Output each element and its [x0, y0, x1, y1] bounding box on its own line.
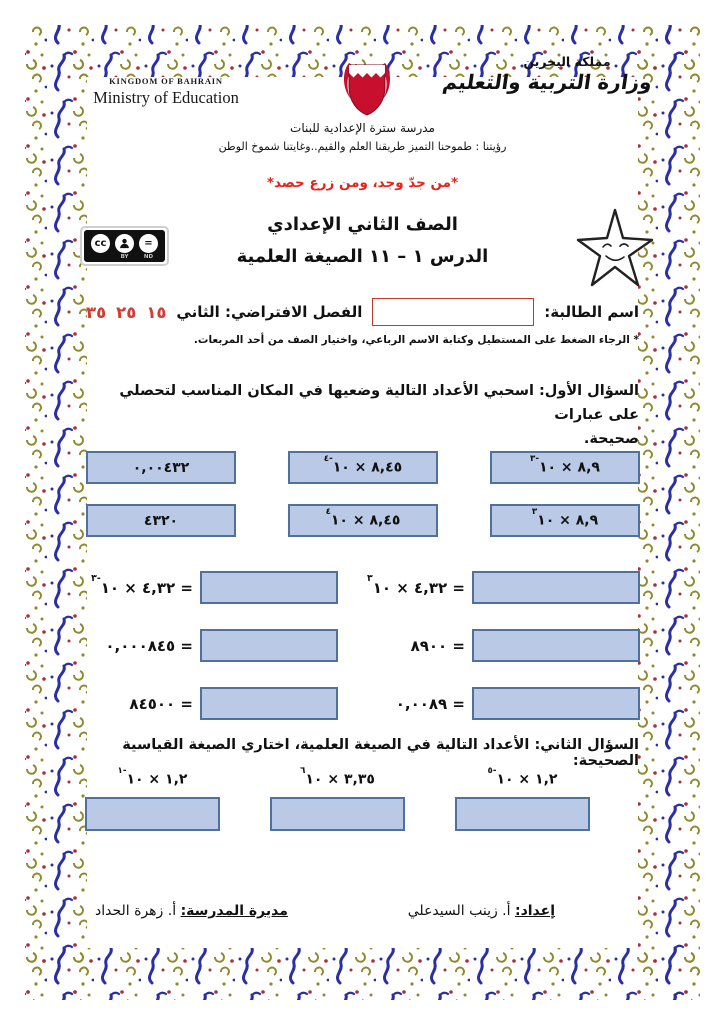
equals-icon: =	[139, 234, 158, 253]
class-options	[86, 303, 166, 322]
school-vision: رؤيتنا : طموحنا التميز طريقنا العلم والقيم..وغايتنا شموخ الوطن	[218, 140, 507, 153]
drop-target[interactable]	[472, 571, 640, 604]
school-name: مدرسة سترة الإعدادية للبنات	[290, 121, 435, 135]
equation-label: = ٠,٠٠٠٨٤٥	[105, 636, 193, 655]
draggable-number[interactable]: ٤٣٢٠	[86, 504, 236, 537]
principal-label: مديرة المدرسة:	[180, 903, 288, 919]
equation-label: = ٨٩٠٠	[410, 636, 465, 655]
drop-target[interactable]	[200, 687, 338, 720]
scientific-number-label: ١,٢ × $١٠^{-١}$	[117, 766, 188, 788]
scientific-number-label: ١,٢ × $١٠^{-٥}$	[487, 766, 558, 788]
drop-target[interactable]	[200, 629, 338, 662]
q2-answers-grid	[85, 766, 590, 831]
q1-numbers-row-2	[86, 504, 640, 537]
class-option-25[interactable]: ٢٥	[116, 302, 137, 322]
principal	[95, 903, 288, 919]
cc-by-label: BY	[120, 254, 129, 260]
bahrain-crest-icon	[341, 57, 393, 119]
equation-row	[0, 571, 725, 605]
q1-numbers-row-1	[86, 451, 640, 484]
cc-nd-label: ND	[143, 254, 154, 260]
equation-label: = ٠,٠٠٨٩	[395, 694, 465, 713]
answer-choice-box[interactable]	[85, 797, 220, 831]
ministry-name-ar: وزارة التربية والتعليم	[441, 70, 654, 94]
drop-target[interactable]	[472, 629, 640, 662]
answer-choice-box[interactable]	[455, 797, 590, 831]
principal-name: أ. زهرة الحداد	[95, 903, 177, 919]
equation-row	[0, 687, 725, 721]
kingdom-name-en: KINGDOM OF BAHRAIN	[109, 76, 223, 86]
equation-label: = ٤,٣٢ × $١٠^{-٣}$	[91, 573, 193, 597]
grade-title: الصف الثاني الإعدادي	[267, 214, 458, 235]
prepared-by	[408, 903, 555, 919]
virtual-class-label: الفصل الافتراضي: الثاني	[176, 303, 363, 321]
draggable-number[interactable]: ٨,٤٥ × $١٠^{-٤}$	[288, 451, 438, 484]
cc-icon: cc	[91, 234, 110, 253]
scientific-number-label: ٣,٣٥ × $١٠^٦$	[300, 766, 375, 788]
equation-label: = ٤,٣٢ × $١٠^٣$	[367, 573, 465, 597]
student-name-input[interactable]	[372, 298, 534, 326]
draggable-number[interactable]: ٨,٩ × $١٠^{-٣}$	[490, 451, 640, 484]
lesson-title: الدرس ١ – ١١ الصيغة العلمية	[236, 246, 489, 267]
answer-choice-box[interactable]	[270, 797, 405, 831]
equation-row	[0, 629, 725, 663]
equation-label: = ٨٤٥٠٠	[129, 694, 193, 713]
draggable-number[interactable]: ٨,٤٥ × $١٠^٤$	[288, 504, 438, 537]
prepared-by-label: إعداد:	[514, 903, 555, 919]
question1-text: السؤال الأول: اسحبي الأعداد التالية وضعيها في المكان المناسب لتحصلي على عبارات صحيحة.	[119, 383, 639, 447]
drop-target[interactable]	[472, 687, 640, 720]
ministry-logo-english	[86, 76, 246, 108]
prepared-by-name: أ. زينب السيدعلي	[407, 903, 511, 919]
class-option-35[interactable]: ٣٥	[86, 302, 107, 322]
kingdom-name-ar: مملكة البحرين	[523, 54, 611, 69]
ministry-logo-arabic	[441, 54, 654, 94]
draggable-number[interactable]: ٨,٩ × $١٠^٣$	[490, 504, 640, 537]
motto-text: *من جدّ وجد، ومن زرع حصد*	[266, 175, 459, 191]
smiling-star-icon	[570, 200, 660, 298]
drop-target[interactable]	[200, 571, 338, 604]
draggable-number[interactable]: ٠,٠٠٤٣٢	[86, 451, 236, 484]
class-option-15[interactable]: ١٥	[146, 302, 167, 322]
student-info-row	[86, 298, 639, 326]
ministry-name-en: Ministry of Education	[93, 88, 239, 107]
instruction-note: * الرجاء الضغط على المستطيل وكتابة الاسم الرباعي، واختيار الصف من أحد المربعات.	[193, 334, 639, 346]
question2-text: السؤال الثاني: الأعداد التالية في الصيغة العلمية، اختاري الصيغة القياسية الصحيحة:	[122, 737, 639, 769]
student-name-label: اسم الطالبة:	[544, 303, 639, 321]
